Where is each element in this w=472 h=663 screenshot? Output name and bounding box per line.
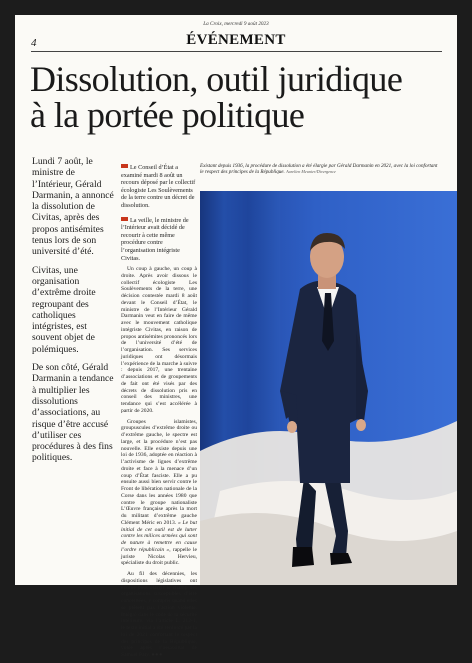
- body-text: Au fil des décennies, les dispositions législatives ont évolué pour élargir le champ des organisations susceptibles d’être concernées, y compris quand elles se prêtent pas l’action violente. Intégré dans le code de la sécurité intérieure, via l’article L. 212-1, le texte initial a été renforcé par la loi de 2021 confortant le respect des principes de la République, votée après l’assassinat de Samuel Paty.: [121, 571, 197, 658]
- right-shoe: [330, 553, 352, 565]
- body-text: Groupes islamistes, groupuscules d’extrême droite ou d’extrême gauche, le spectre est large, et la procédure n’est pas nouvelle. Elle existe depuis une loi de 1936, adoptée en réaction à l’activisme de ligues d’extrême droite et face à la menace d’un coup d’État fasciste. Elle a pu ensuite aussi bien servir contre le Front de libération nationale de la Corse dans les années 1980 que contre le groupe nationaliste L’Œuvre française après la mort du militant d’extrême gauche Clément Méric en 2013.: [121, 418, 197, 526]
- paper-sheet: [15, 15, 457, 658]
- bullet-square-icon: [121, 217, 128, 221]
- header-rule: [31, 51, 442, 52]
- photo-caption: [200, 163, 440, 175]
- left-shoe: [292, 547, 314, 567]
- body-quote: « Le but initial de cet outil est de lutter contre les milices armées qui sont de nature à remettre en cause l’ordre républicain »: [121, 519, 197, 553]
- lede-paragraph: Civitas, une organisation d’extrême droite regroupant des catholiques intégristes, est souvent objet de polémiques.: [32, 264, 96, 355]
- photo-credit: Aurelien Meunier/Divergence: [286, 169, 336, 175]
- headline: [30, 61, 450, 133]
- lede-paragraph: De son côté, Gérald Darmanin a tendance à multiplier les dissolutions d’associations, au risque d’être accusé d’utiliser ces procédures à des fins politiques.: [32, 362, 114, 464]
- left-hand: [287, 421, 297, 433]
- body-paragraph: [121, 419, 197, 568]
- headline-line-2: à la portée politique: [30, 95, 305, 135]
- callout-item: [121, 164, 197, 210]
- page-number: 4: [31, 37, 37, 49]
- article-body: [121, 266, 197, 663]
- callout-text: Le Conseil d’État a examiné mardi 8 août un recours déposé par le collectif écologiste Les Soulèvements de la terre contre un décret de dissolution.: [121, 164, 196, 209]
- photo-minister-walking: [200, 191, 457, 585]
- body-paragraph: [121, 571, 197, 659]
- caption-text: Existant depuis 1936, la procédure de dissolution a été élargie par Gérald Darmanin en 2021, avec la loi confortant le respect des principes de la République.: [200, 163, 438, 176]
- section-title: ÉVÉNEMENT: [186, 32, 286, 48]
- bullet-square-icon: [121, 164, 128, 168]
- end-marker: ●●●: [151, 652, 163, 658]
- headline-line-1: Dissolution, outil juridique: [30, 59, 403, 99]
- right-hand: [356, 419, 366, 431]
- body-paragraph: Un coup à gauche, un coup à droite. Après avoir dissous le collectif écologiste Les Soulèvements de la terre, une décision contestée mardi 8 août devant le Conseil d’État, le ministre de l’Intérieur Gérald Darmanin veut en faire de même avec le mouvement catholique intégriste Civitas, en raison de propos antisémites prononcés lors de l’université d’été de l’organisation. Ses services juridiques ont désormais l’expérience de la marche à suivre : depuis 2017, une trentaine d’associations et de groupements de fait ont été visés par des décrets de dissolution pris en conseil des ministres, une tendance qui s’est accélérée à partir de 2020.: [121, 266, 197, 414]
- issue-dateline: La Croix, mercredi 9 août 2023: [203, 21, 269, 27]
- lede-paragraph: Lundi 7 août, le ministre de l’Intérieur, Gérald Darmanin, a annoncé la dissolution de Civitas, après des propos antisémites tenus lors de son université d’été.: [32, 156, 114, 258]
- callout-text: La veille, le ministre de l’Intérieur avait décidé de recourir à cette même procédure contre l’organisation intégriste Civitas.: [121, 216, 189, 262]
- lede-column: [32, 156, 118, 471]
- body-text: , rappelle le juriste Nicolas Hervieu, spécialiste du droit public.: [121, 546, 197, 567]
- summary-callouts: [121, 164, 197, 269]
- photo-illustration: [200, 191, 457, 585]
- callout-item: [121, 217, 197, 263]
